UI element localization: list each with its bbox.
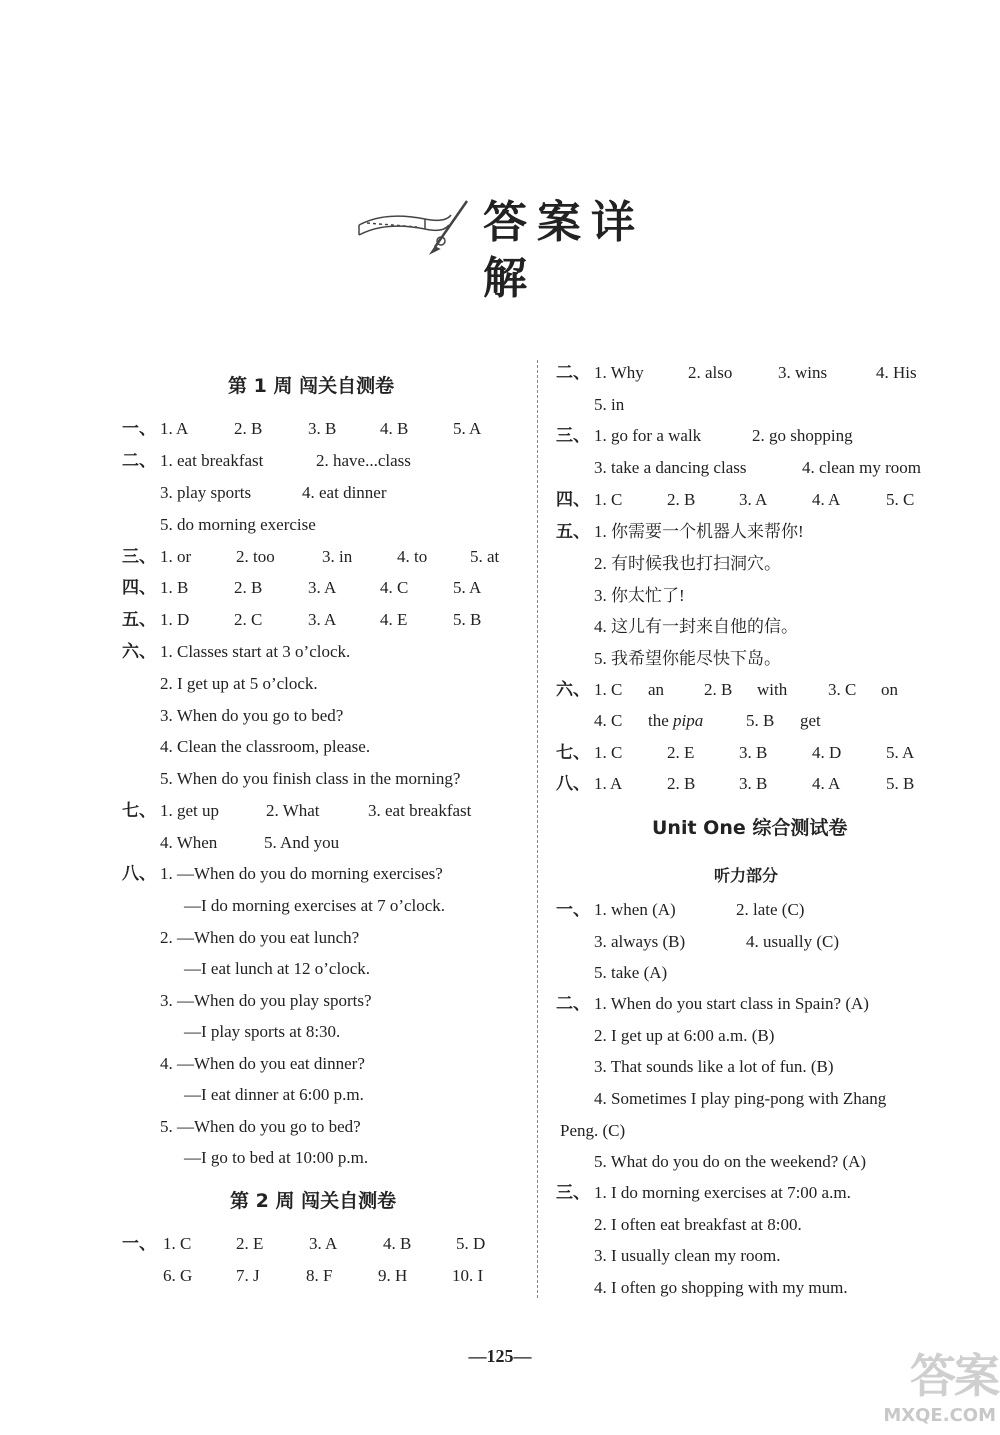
answer-item: 3. When do you go to bed? xyxy=(160,706,344,725)
answer-item: 3. —When do you play sports? xyxy=(160,991,372,1010)
answer-item: 4. to xyxy=(397,547,428,566)
answer-item: 4. D xyxy=(812,743,842,762)
answer-item: 4. B xyxy=(380,419,409,438)
answer-item: 9. H xyxy=(378,1266,408,1285)
section-label: 四、 xyxy=(556,490,590,510)
answer-item: get xyxy=(800,711,821,730)
answer-item: 4. A xyxy=(812,774,841,793)
answer-item: with xyxy=(757,680,788,699)
answer-item: 5. —When do you go to bed? xyxy=(160,1117,361,1136)
answer-item: 5. take (A) xyxy=(594,963,668,982)
answer-item: 1. A xyxy=(594,774,623,793)
section-label: 三、 xyxy=(556,1183,590,1203)
section-label: 一、 xyxy=(122,419,156,439)
answer-item: 2. I often eat breakfast at 8:00. xyxy=(594,1215,802,1234)
answer-item: Peng. (C) xyxy=(560,1121,626,1140)
watermark xyxy=(878,1340,998,1430)
answer-item: 3. eat breakfast xyxy=(368,801,472,820)
section-label: 六、 xyxy=(556,680,590,700)
answer-item: 3. B xyxy=(308,419,337,438)
answer-item: 2. C xyxy=(234,610,263,629)
answer-item: 2. What xyxy=(266,801,320,820)
answer-item xyxy=(648,710,703,732)
answer-item: 1. or xyxy=(160,547,192,566)
answer-item: 1. when (A) xyxy=(594,900,676,919)
page-header xyxy=(355,195,695,304)
section-label: 七、 xyxy=(556,743,590,763)
answer-item: 3. 你太忙了! xyxy=(594,586,685,605)
week2-title: 第 2 周 闯关自测卷 xyxy=(230,1190,397,1212)
answer-item: 7. J xyxy=(236,1266,260,1285)
answer-item: 1. C xyxy=(594,680,623,699)
answer-item: 5. What do you do on the weekend? (A) xyxy=(594,1152,867,1171)
answer-item: 1. A xyxy=(160,419,189,438)
answer-item: 5. C xyxy=(886,490,915,509)
answer-item: 2. go shopping xyxy=(752,426,853,445)
answer-item: 4. 这儿有一封来自他的信。 xyxy=(594,617,798,636)
answer-item: 2. B xyxy=(234,419,263,438)
answer-item: 2. too xyxy=(236,547,275,566)
answer-item: 1. get up xyxy=(160,801,220,820)
answer-item: 2. B xyxy=(704,680,733,699)
section-label: 五、 xyxy=(556,522,590,542)
answer-item: an xyxy=(648,680,665,699)
answer-item: 4. C xyxy=(380,578,409,597)
answer-item: 1. eat breakfast xyxy=(160,451,264,470)
answer-item: —I go to bed at 10:00 p.m. xyxy=(184,1148,369,1167)
answer-item: 2. E xyxy=(667,743,695,762)
section-label: 三、 xyxy=(122,547,156,567)
watermark-logo-icon: 答案 xyxy=(910,1349,998,1403)
answer-item: 1. C xyxy=(163,1234,192,1253)
answer-item: 4. —When do you eat dinner? xyxy=(160,1054,365,1073)
answer-item: 1. D xyxy=(160,610,190,629)
answer-item: 6. G xyxy=(163,1266,193,1285)
answer-item: 1. C xyxy=(594,743,623,762)
answer-item: 4. Sometimes I play ping-pong with Zhang xyxy=(594,1089,887,1108)
answer-item: 3. I usually clean my room. xyxy=(594,1246,781,1265)
answer-item: 1. B xyxy=(160,578,189,597)
answer-item: 4. I often go shopping with my mum. xyxy=(594,1278,848,1297)
answer-item: —I eat dinner at 6:00 p.m. xyxy=(184,1085,364,1104)
section-label: 三、 xyxy=(556,426,590,446)
week1-title: 第 1 周 闯关自测卷 xyxy=(228,375,395,397)
section-label: 二、 xyxy=(556,363,590,383)
answer-item: 4. B xyxy=(383,1234,412,1253)
answer-item: 3. A xyxy=(308,610,337,629)
answer-item: 4. C xyxy=(594,711,623,730)
answer-item: 3. take a dancing class xyxy=(594,458,747,477)
answer-item: 1. C xyxy=(594,490,623,509)
answer-item: 2. B xyxy=(234,578,263,597)
section-label: 一、 xyxy=(122,1234,156,1254)
answer-item: 5. A xyxy=(886,743,915,762)
answer-item: —I play sports at 8:30. xyxy=(184,1022,341,1041)
answer-item: 1. —When do you do morning exercises? xyxy=(160,864,443,883)
answer-item: 5. D xyxy=(456,1234,486,1253)
answer-item: 3. A xyxy=(309,1234,338,1253)
answer-item: 5. in xyxy=(594,395,625,414)
answer-item: 3. B xyxy=(739,743,768,762)
answer-item: 2. B xyxy=(667,490,696,509)
answer-item: 1. 你需要一个机器人来帮你! xyxy=(594,522,804,541)
answer-item: 3. in xyxy=(322,547,353,566)
answer-item: 5. do morning exercise xyxy=(160,515,316,534)
answer-item: 3. B xyxy=(739,774,768,793)
section-label: 五、 xyxy=(122,610,156,630)
section-label: 四、 xyxy=(122,578,156,598)
answer-item: 2. I get up at 6:00 a.m. (B) xyxy=(594,1026,775,1045)
answer-item: 5. B xyxy=(453,610,482,629)
answer-item: 1. Classes start at 3 o’clock. xyxy=(160,642,351,661)
answer-item: 10. I xyxy=(452,1266,484,1285)
section-label: 一、 xyxy=(556,900,590,920)
answer-item: 4. usually (C) xyxy=(746,932,840,951)
answer-item: 4. clean my room xyxy=(802,458,921,477)
page-title: 答案详解 xyxy=(483,197,645,304)
answer-item: —I eat lunch at 12 o’clock. xyxy=(184,959,370,978)
answer-item: 4. A xyxy=(812,490,841,509)
answer-item: 2. —When do you eat lunch? xyxy=(160,928,360,947)
answer-item: 4. Clean the classroom, please. xyxy=(160,737,371,756)
section-label: 二、 xyxy=(122,451,156,471)
answer-item: 5. A xyxy=(453,419,482,438)
section-label: 二、 xyxy=(556,994,590,1014)
answer-item: 3. always (B) xyxy=(594,932,686,951)
answer-item: —I do morning exercises at 7 o’clock. xyxy=(184,896,446,915)
listening-title: 听力部分 xyxy=(714,866,779,885)
answer-item: 3. play sports xyxy=(160,483,252,502)
answer-item: 2. late (C) xyxy=(736,900,805,919)
answer-item: 4. eat dinner xyxy=(302,483,387,502)
watermark-site: MXQE.COM xyxy=(883,1405,996,1426)
answer-item: 8. F xyxy=(306,1266,333,1285)
answer-item: 5. at xyxy=(470,547,500,566)
answer-item: 1. I do morning exercises at 7:00 a.m. xyxy=(594,1183,851,1202)
answer-item: 3. A xyxy=(308,578,337,597)
answer-item: 5. And you xyxy=(264,833,340,852)
section-label: 六、 xyxy=(122,642,156,662)
unit-one-title: Unit One 综合测试卷 xyxy=(652,817,848,839)
answer-item: 2. E xyxy=(236,1234,264,1253)
answer-item: 1. Why xyxy=(594,363,644,382)
page-number: —125— xyxy=(468,1346,532,1366)
section-label: 八、 xyxy=(556,774,590,794)
answer-item: 3. wins xyxy=(778,363,828,382)
answer-item: 4. E xyxy=(380,610,408,629)
answer-word-italic: pipa xyxy=(673,711,704,730)
answer-item: 5. A xyxy=(453,578,482,597)
answer-item: on xyxy=(881,680,898,699)
answer-item: 5. When do you finish class in the morning? xyxy=(160,769,461,788)
answer-item: 5. B xyxy=(746,711,775,730)
answer-item: 3. C xyxy=(828,680,857,699)
answer-item: 2. B xyxy=(667,774,696,793)
answer-item: 1. go for a walk xyxy=(594,426,702,445)
scroll-pen-icon xyxy=(355,195,475,255)
answer-item: 4. His xyxy=(876,363,917,382)
answer-item: 5. B xyxy=(886,774,915,793)
answer-item: 2. have...class xyxy=(316,451,411,470)
answer-item: 1. When do you start class in Spain? (A) xyxy=(594,994,869,1013)
section-label: 八、 xyxy=(122,864,156,884)
answer-item: 2. 有时候我也打扫洞穴。 xyxy=(594,554,781,573)
answer-word: the xyxy=(648,711,669,730)
answer-item: 2. also xyxy=(688,363,733,382)
answer-item: 3. That sounds like a lot of fun. (B) xyxy=(594,1057,834,1076)
section-label: 七、 xyxy=(122,801,156,821)
answer-item: 5. 我希望你能尽快下岛。 xyxy=(594,649,781,668)
column-divider xyxy=(537,360,538,1298)
answer-item: 3. A xyxy=(739,490,768,509)
answer-item: 4. When xyxy=(160,833,218,852)
answer-item: 2. I get up at 5 o’clock. xyxy=(160,674,318,693)
